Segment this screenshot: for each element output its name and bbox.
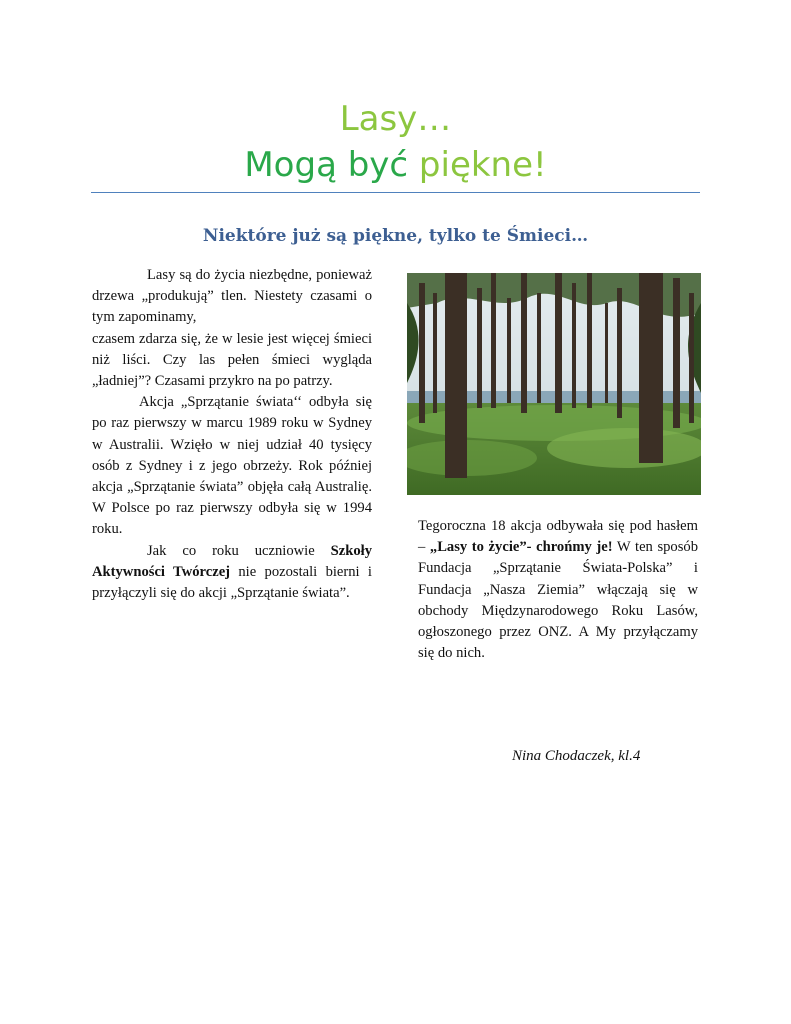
title-line-2-part-2: piękne! [408,145,547,185]
forest-photo [407,273,701,495]
title-divider [91,192,700,193]
campaign-text-after: W ten sposób Fundacja „Sprzątanie Świata-Polska” i Fundacja „Nasza Ziemia” włączają się w obchody Międzynarodowego Roku Lasów, ogłoszonego przez ONZ. A My przyłączamy się do nich. [418,539,698,662]
title-line-2-part-1: Mogą być [244,145,409,185]
author-signature: Nina Chodaczek, kl.4 [512,748,641,764]
school-text-before: Jak co roku uczniowie [147,542,331,559]
paragraph-school [92,541,372,605]
article-subtitle: Niektóre już są piękne, tylko te Śmieci… [202,226,589,246]
page-title [0,96,791,188]
left-column [92,265,372,604]
paragraph-intro-continued: czasem zdarza się, że w lesie jest więcej śmieci niż liści. Czy las pełen śmieci wygląda „ładniej”? Czasami przykro na po patrzy. [92,330,372,390]
paragraph-intro: Lasy są do życia niezbędne, ponieważ drzewa „produkują” tlen. Niestety czasami o tym zapominamy, [92,267,372,326]
right-column [418,516,698,664]
title-line-1: Lasy… [339,99,452,139]
forest-photo-image [407,273,701,495]
campaign-text-before: Tegoroczna 18 akcja odbywała się pod hasłem – [418,518,698,556]
school-text-after: nie pozostali bierni i przyłączyli się do akcji „Sprzątanie świata”. [92,563,372,602]
paragraph-history: Akcja „Sprzątanie świata‘‘ odbyła się po raz pierwszy w marcu 1989 roku w Sydney w Australii. Wzięło w niej udział 40 tysięcy osób z Sydney i z jego obrzeży. Rok później akcja „Sprzątanie świata” objęła całą Australię. W Polsce po raz pierwszy odbyła się w 1994 roku. [92,394,372,538]
school-name: Szkoły Aktywności Twórczej [92,542,372,580]
campaign-slogan: „Lasy to życie”- chrońmy je! [429,539,613,556]
title-line-2 [0,142,791,188]
paragraph-campaign [418,516,698,664]
